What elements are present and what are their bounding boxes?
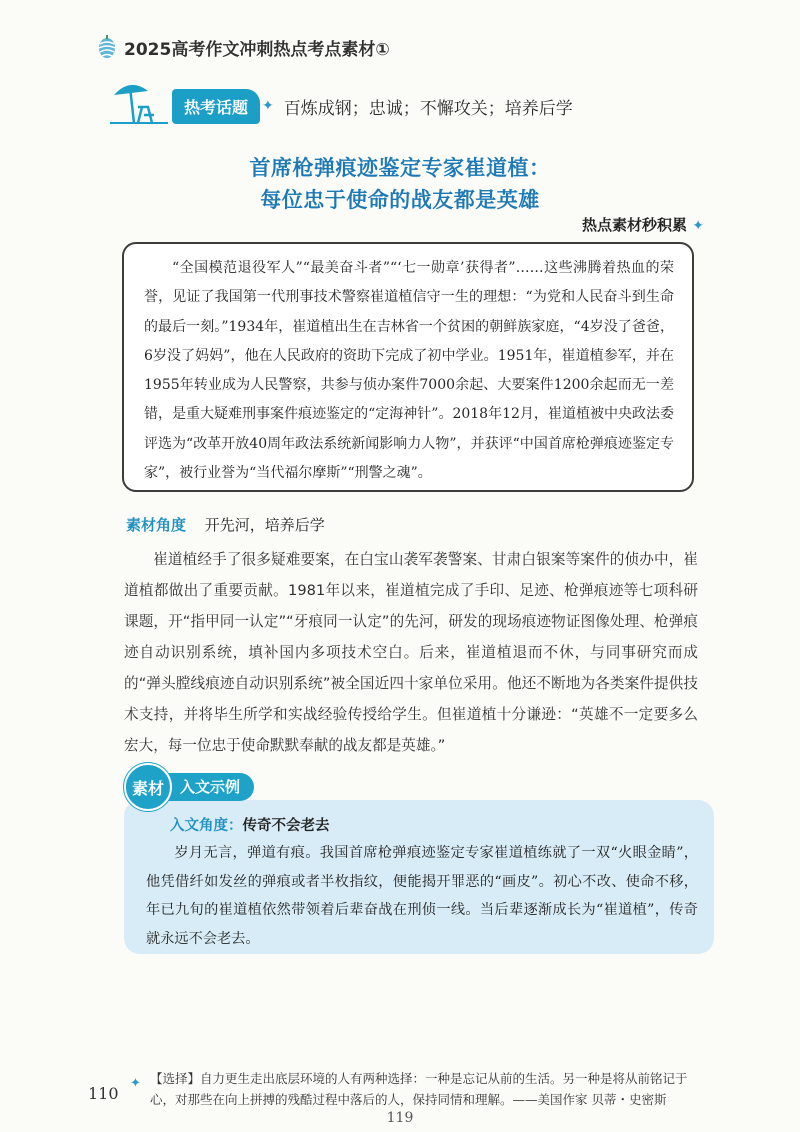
example-text: 岁月无言，弹道有痕。我国首席枪弹痕迹鉴定专家崔道植练就了一双“火眼金睛”，他凭借纤如发丝的弹痕或者半枚指纹，便能揭开罪恶的“画皮”。初心不改、使命不移，年已九旬的崔道植依然带领着后辈奋战在刑侦一线。当后辈逐渐成长为“崔道植”，传奇就永远不会老去。 bbox=[146, 845, 698, 947]
hot-topic-bar bbox=[108, 86, 573, 126]
article-title-line2: 每位忠于使命的战友都是英雄 bbox=[260, 188, 540, 212]
example-heading-value: 传奇不会老去 bbox=[242, 818, 330, 834]
material-angle-row bbox=[126, 514, 325, 535]
page-header bbox=[96, 32, 390, 62]
example-heading bbox=[170, 814, 698, 835]
hot-topic-badge: 热考话题 bbox=[172, 89, 260, 124]
example-label: 入文示例 bbox=[162, 773, 254, 801]
section-label bbox=[582, 214, 704, 235]
quote-text: “全国模范退役军人”“最美奋斗者”“‘七一勋章’获得者”……这些沸腾着热血的荣誉，见证了我国第一代刑事技术警察崔道植信守一生的理想：“为党和人民奋斗到生命的最后一刻。”1934年，崔道植出生在吉林省一个贫困的朝鲜族家庭，“4岁没了爸爸，6岁没了妈妈”，他在人民政府的资助下完成了初中学业。1951年，崔道植参军，并在1955年转业成为人民警察，共参与侦办案件7000余起、大要案件1200余起而无一差错，是重大疑难刑事案件痕迹鉴定的“定海神针”。2018年12月，崔道植被中央政法委评选为“改革开放40周年政法系统新闻影响力人物”，并获评“中国首席枪弹痕迹鉴定专家”，被行业誉为“当代福尔摩斯”“刑警之魂”。 bbox=[144, 260, 674, 482]
section-label-text: 热点素材秒积累 bbox=[582, 216, 688, 234]
header-title: 2025高考作文冲刺热点考点素材① bbox=[124, 39, 390, 60]
hot-topic-list: 百炼成钢；忠诚；不懈攻关；培养后学 bbox=[283, 98, 573, 119]
sparkle-icon: ✦ bbox=[692, 218, 704, 234]
umbrella-chair-icon bbox=[108, 77, 178, 125]
page-number: 110 bbox=[88, 1084, 119, 1103]
material-angle-text: 崔道植经手了很多疑难要案，在白宝山袭军袭警案、甘肃白银案等案件的侦办中，崔道植都做出了重要贡献。1981年以来，崔道植完成了手印、足迹、枪弹痕迹等七项科研课题，开“指甲同一认定”“牙痕同一认定”的先河，研发的现场痕迹物证图像处理、枪弹痕迹自动识别系统，填补国内多项技术空白。后来，崔道植退而不休，与同事研究而成的“弹头膛线痕迹自动识别系统”被全国近四十家单位采用。他还不断地为各类案件提供技术支持，并将毕生所学和实战经验传授给学生。但崔道植十分谦逊：“英雄不一定要多么宏大，每一位忠于使命默默奉献的战友都是英雄。” bbox=[124, 551, 698, 754]
example-heading-label: 入文角度： bbox=[170, 818, 243, 834]
material-angle-value: 开先河，培养后学 bbox=[204, 516, 325, 534]
material-badge: 素材 bbox=[124, 763, 172, 811]
material-angle-label: 素材角度 bbox=[126, 516, 187, 534]
example-tab bbox=[124, 770, 254, 804]
pinecone-icon bbox=[96, 34, 118, 60]
footer-quote: 【选择】自力更生走出底层环境的人有两种选择：一种是忘记从前的生活。另一种是将从前铭记于心，对那些在向上拼搏的残酷过程中落后的人，保持同情和理解。——美国作家 贝蒂・史密斯 bbox=[150, 1071, 688, 1107]
bottom-page-number: 119 bbox=[386, 1110, 414, 1126]
example-box bbox=[124, 800, 714, 954]
sparkle-icon: ✦ bbox=[262, 98, 274, 114]
sparkle-icon: ✦ bbox=[130, 1076, 141, 1091]
quote-box bbox=[122, 242, 694, 492]
article-title-line1: 首席枪弹痕迹鉴定专家崔道植： bbox=[249, 156, 551, 180]
